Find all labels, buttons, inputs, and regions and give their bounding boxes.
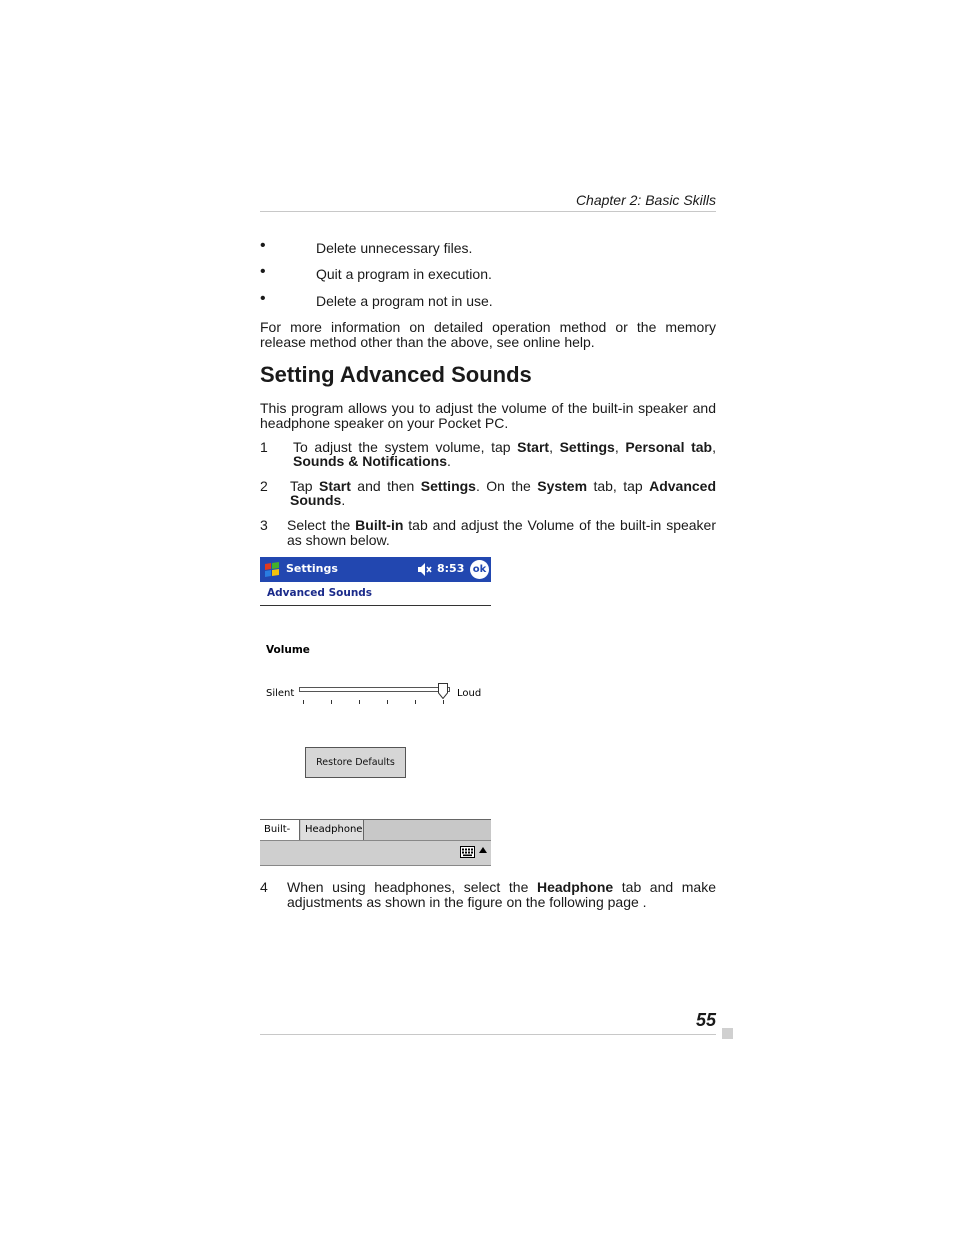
volume-slider-thumb[interactable]	[438, 683, 448, 699]
step-2	[260, 479, 716, 509]
bullet-icon: •	[260, 263, 266, 280]
chapter-header: Chapter 2: Basic Skills	[575, 192, 716, 208]
tab-headphone[interactable]: Headphone	[301, 820, 364, 840]
step-number: 2	[260, 478, 268, 494]
section-intro: This program allows you to adjust the volume of the built-in speaker and headphone speaker on your Pocket PC.	[260, 400, 716, 431]
bullet-text: Delete a program not in use.	[316, 293, 493, 309]
command-bar	[260, 840, 491, 866]
step-text: When using headphones, select the Headphone tab and make adjustments as shown in the figure on the following page .	[287, 879, 716, 910]
pocket-pc-screenshot	[260, 557, 491, 865]
footer-rule	[260, 1034, 716, 1035]
slider-tick	[303, 700, 304, 704]
clock[interactable]: 8:53	[437, 562, 465, 575]
bullet-text: Quit a program in execution.	[316, 266, 492, 282]
windows-flag-icon[interactable]	[262, 560, 282, 580]
step-text: Select the Built-in tab and adjust the Volume of the built-in speaker as shown below.	[287, 517, 716, 548]
page-corner-mark	[722, 1028, 733, 1039]
step-number: 3	[260, 517, 268, 533]
step-1	[260, 440, 716, 470]
intro-paragraph: For more information on detailed operation method or the memory release method other than the above, see online help.	[260, 319, 716, 350]
bullet-text: Delete unnecessary files.	[316, 240, 473, 256]
section-title: Setting Advanced Sounds	[260, 362, 532, 387]
step-number: 1	[260, 439, 268, 455]
loud-label: Loud	[457, 688, 482, 699]
slider-tick	[443, 700, 444, 704]
step-text: To adjust the system volume, tap Start, Settings, Personal tab, Sounds & Notifications.	[293, 439, 716, 469]
page-number: 55	[695, 1010, 716, 1030]
slider-tick	[331, 700, 332, 704]
bullet-icon: •	[260, 290, 266, 307]
bullet-icon: •	[260, 237, 266, 254]
subtitle-divider	[260, 605, 491, 606]
window-title: Settings	[286, 562, 338, 575]
page-subtitle: Advanced Sounds	[267, 587, 373, 599]
header-rule	[260, 211, 716, 212]
slider-tick	[359, 700, 360, 704]
tab-built-in[interactable]: Built-	[260, 820, 300, 840]
step-number: 4	[260, 879, 268, 895]
title-bar	[260, 557, 491, 582]
step-4	[260, 880, 716, 910]
step-text: Tap Start and then Settings. On the System tab, tap Advanced Sounds.	[290, 478, 717, 508]
restore-defaults-button[interactable]: Restore Defaults	[305, 747, 406, 778]
volume-label: Volume	[266, 644, 310, 656]
speaker-icon[interactable]	[417, 562, 433, 577]
input-menu-arrow-icon[interactable]	[479, 847, 487, 853]
silent-label: Silent	[266, 688, 295, 699]
step-3	[260, 518, 716, 548]
slider-tick	[415, 700, 416, 704]
tab-bar	[260, 819, 491, 840]
slider-tick	[387, 700, 388, 704]
ok-button[interactable]: ok	[470, 560, 489, 579]
keyboard-icon[interactable]	[460, 846, 475, 858]
volume-slider-track[interactable]	[299, 687, 450, 692]
